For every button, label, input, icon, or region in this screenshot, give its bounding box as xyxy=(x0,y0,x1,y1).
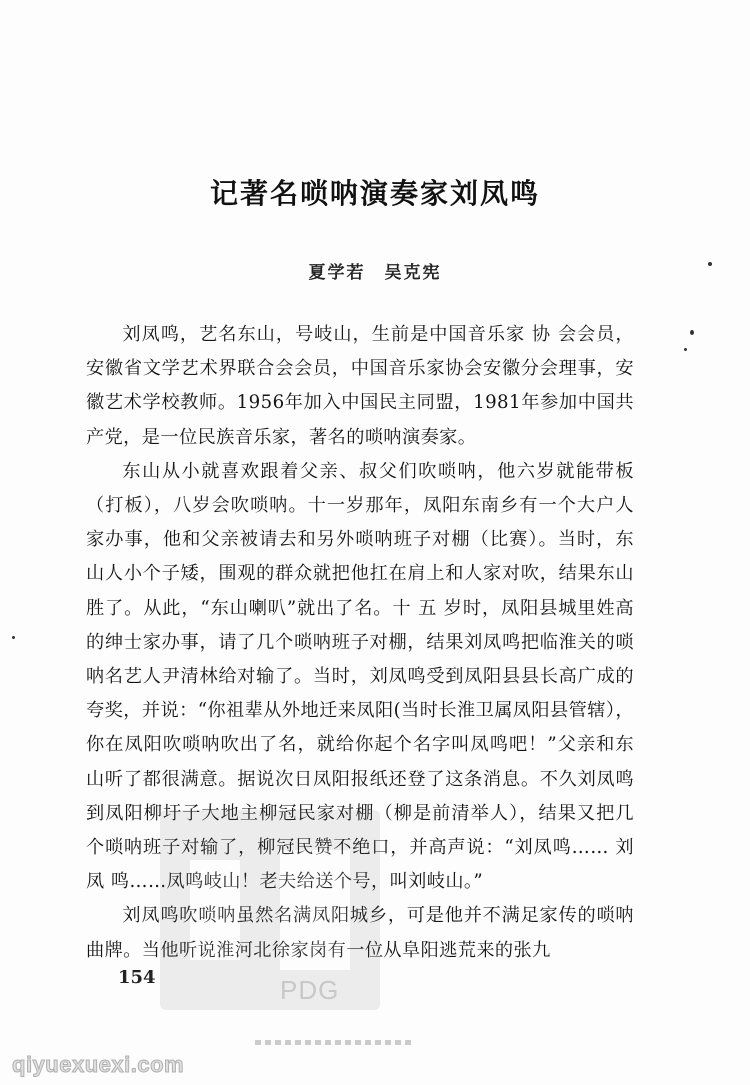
article-authors: 夏学若 吴克宪 xyxy=(308,263,442,283)
scan-speck xyxy=(690,330,694,335)
page-number: 154 xyxy=(118,967,156,988)
paragraph-3: 刘凤鸣吹唢呐虽然名满凤阳城乡，可是他并不满足家传的唢呐曲牌。当他听说淮河北徐家岗有一位从阜阳逃荒来的张九 xyxy=(86,905,634,961)
article-title: 记著名唢呐演奏家刘凤鸣 xyxy=(209,177,540,210)
pdg-watermark: PDG xyxy=(280,975,340,1005)
paragraph-1: 刘凤鸣，艺名东山，号岐山，生前是中国音乐家 协 会会员，安徽省文学艺术界联合会会员，中国音乐家协会安徽分会理事，安徽艺术学校教师。1956年加入中国民主同盟，1981年参加中国共产党，是一位民族音乐家，著名的唢呐演奏家。 xyxy=(86,324,634,448)
scan-speck xyxy=(12,636,15,639)
scan-smudge xyxy=(255,1040,415,1045)
scan-speck xyxy=(708,262,712,266)
scan-speck xyxy=(684,348,687,351)
article-body xyxy=(86,318,634,968)
paragraph-2: 东山从小就喜欢跟着父亲、叔父们吹唢呐，他六岁就能带板（打板），八岁会吹唢呐。十一岁那年，凤阳东南乡有一个大户人家办事，他和父亲被请去和另外唢呐班子对棚（比赛）。当时，东山人小个子矮，围观的群众就把他扛在肩上和人家对吹，结果东山胜了。从此，“东山喇叭”就出了名。十 五 岁时，凤阳县城里姓高的绅士家办事，请了几个唢呐班子对棚，结果刘凤鸣把临淮关的唢呐名艺人尹清林给对输了。当时，刘凤鸣受到凤阳县县长高广成的夸奖，并说：“你祖辈从外地迁来凤阳(当时长淮卫属凤阳县管辖），你在凤阳吹唢呐吹出了名，就给你起个名字叫凤鸣吧！”父亲和东山听了都很满意。据说次日凤阳报纸还登了这条消息。不久刘凤鸣到凤阳柳圩子大地主柳冠民家对棚（柳是前清举人），结果又把几个唢呐班子对输了，柳冠民赞不绝口，并高声说：“刘凤鸣…… 刘 凤 鸣……凤鸣岐山！老夫给送个号，叫刘岐山。” xyxy=(86,460,634,893)
site-watermark: qiyuexuexi.com xyxy=(12,1052,185,1077)
